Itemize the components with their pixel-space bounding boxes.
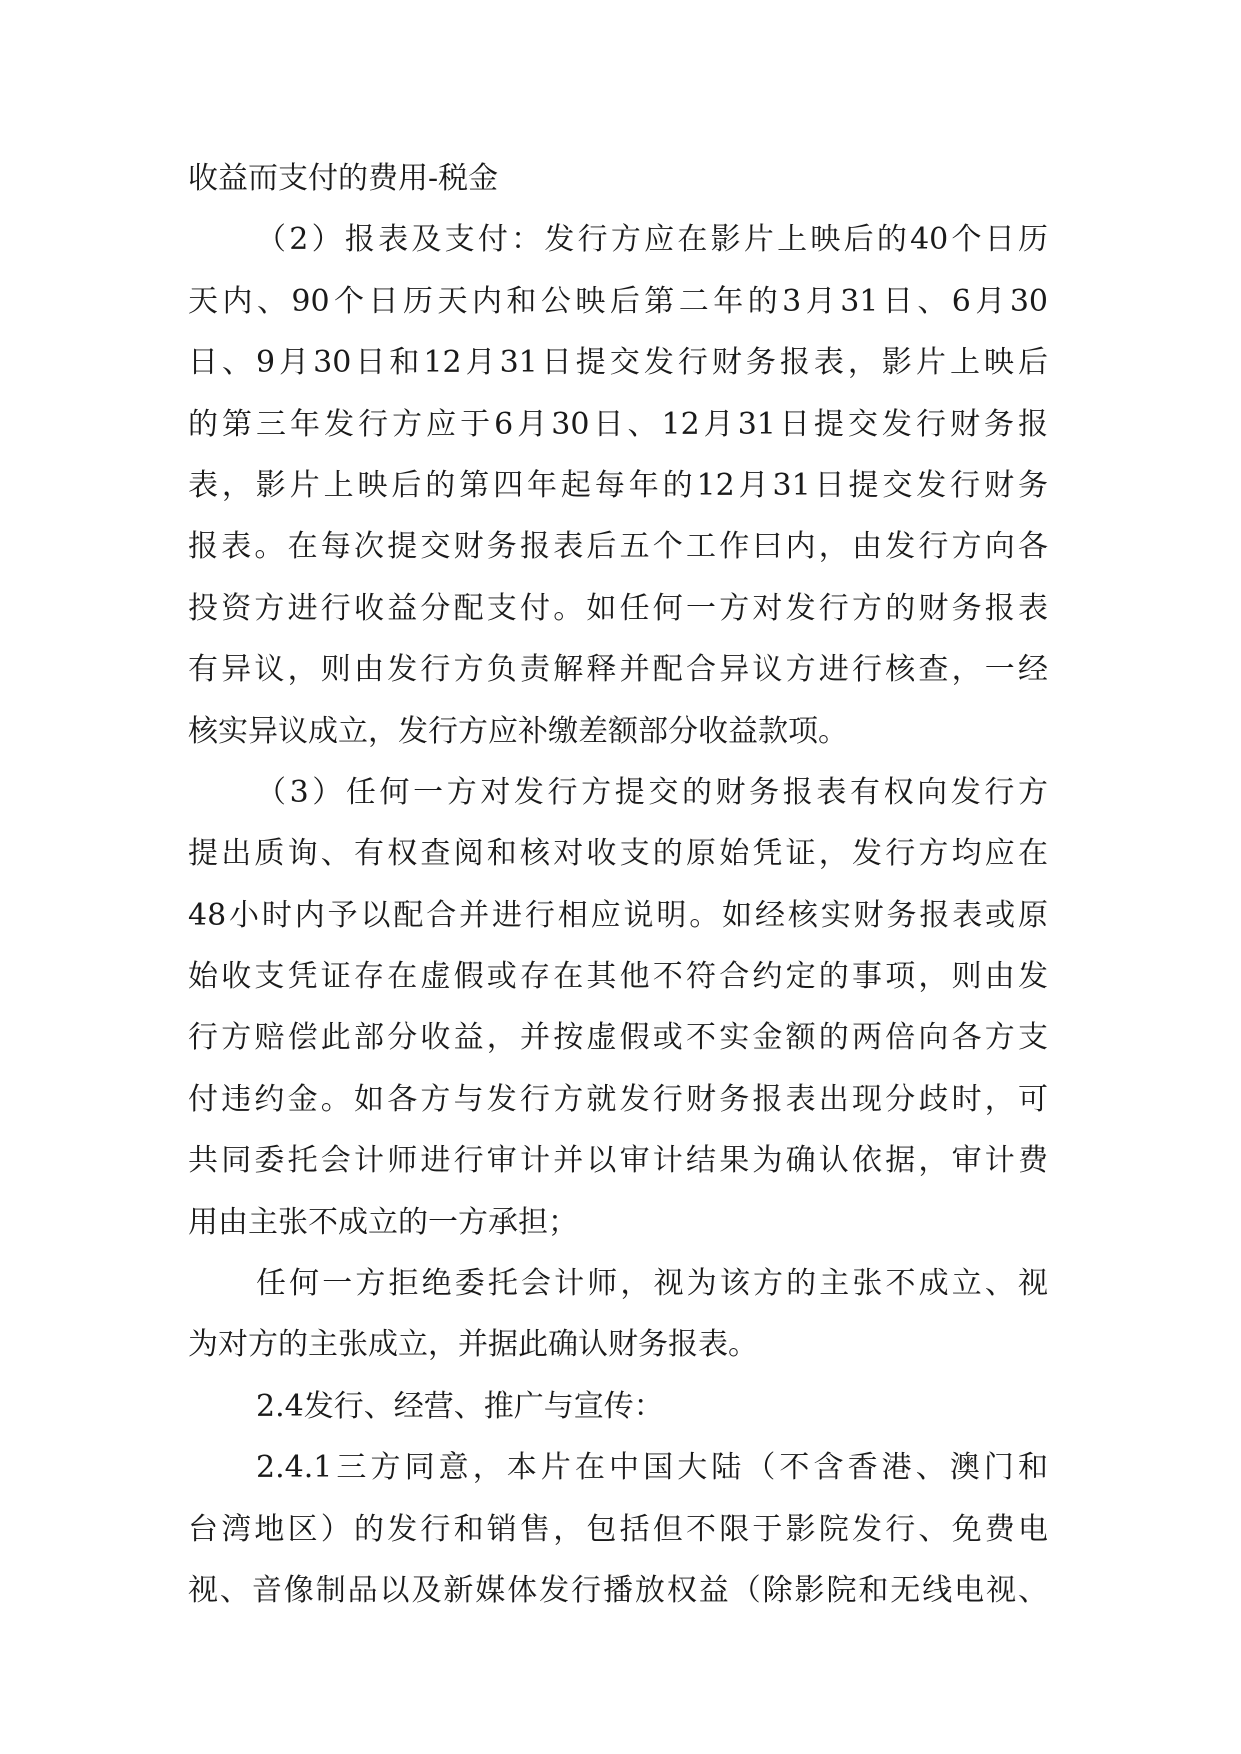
text-line: （3）任何一方对发行方提交的财务报表有权向发行方 bbox=[256, 774, 1048, 810]
text-line: 有异议，则由发行方负责解释并配合异议方进行核查，一经 bbox=[188, 652, 1048, 688]
text-line: （2）报表及支付：发行方应在影片上映后的40个日历 bbox=[256, 222, 1048, 258]
text-line: 报表。在每次提交财务报表后五个工作曰内，由发行方向各 bbox=[188, 529, 1048, 565]
text-line: 任何一方拒绝委托会计师，视为该方的主张不成立、视 bbox=[256, 1266, 1048, 1302]
text-line: 用由主张不成立的一方承担； bbox=[188, 1204, 578, 1240]
text-line: 提出质询、有权查阅和核对收支的原始凭证，发行方均应在 bbox=[188, 836, 1048, 872]
section-heading: 2.4发行、经营、推广与宣传： bbox=[256, 1388, 664, 1424]
text-line: 2.4.1三方同意，本片在中国大陆（不含香港、澳门和 bbox=[256, 1450, 1048, 1486]
text-line: 视、音像制品以及新媒体发行播放权益（除影院和无线电视、 bbox=[188, 1572, 1048, 1608]
text-line: 表，影片上映后的第四年起每年的12月31日提交发行财务 bbox=[188, 467, 1048, 503]
text-line: 投资方进行收益分配支付。如任何一方对发行方的财务报表 bbox=[188, 590, 1048, 626]
text-line: 为对方的主张成立，并据此确认财务报表。 bbox=[188, 1327, 758, 1363]
text-line: 始收支凭证存在虚假或存在其他不符合约定的事项，则由发 bbox=[188, 959, 1048, 995]
text-line: 的第三年发行方应于6月30日、12月31日提交发行财务报 bbox=[188, 406, 1048, 442]
text-line: 48小时内予以配合并进行相应说明。如经核实财务报表或原 bbox=[188, 897, 1048, 933]
text-line: 天内、90个日历天内和公映后第二年的3月31日、6月30 bbox=[188, 283, 1048, 319]
document-body bbox=[188, 148, 1048, 1621]
text-line: 台湾地区）的发行和销售，包括但不限于影院发行、免费电 bbox=[188, 1511, 1048, 1547]
text-line: 行方赔偿此部分收益，并按虚假或不实金额的两倍向各方支 bbox=[188, 1020, 1048, 1056]
text-line: 付违约金。如各方与发行方就发行财务报表出现分歧时，可 bbox=[188, 1081, 1048, 1117]
text-line: 共同委托会计师进行审计并以审计结果为确认依据，审计费 bbox=[188, 1143, 1048, 1179]
text-line: 收益而支付的费用-税金 bbox=[188, 161, 499, 196]
text-line: 核实异议成立，发行方应补缴差额部分收益款项。 bbox=[188, 713, 848, 749]
text-line: 日、9月30日和12月31日提交发行财务报表，影片上映后 bbox=[188, 345, 1048, 381]
